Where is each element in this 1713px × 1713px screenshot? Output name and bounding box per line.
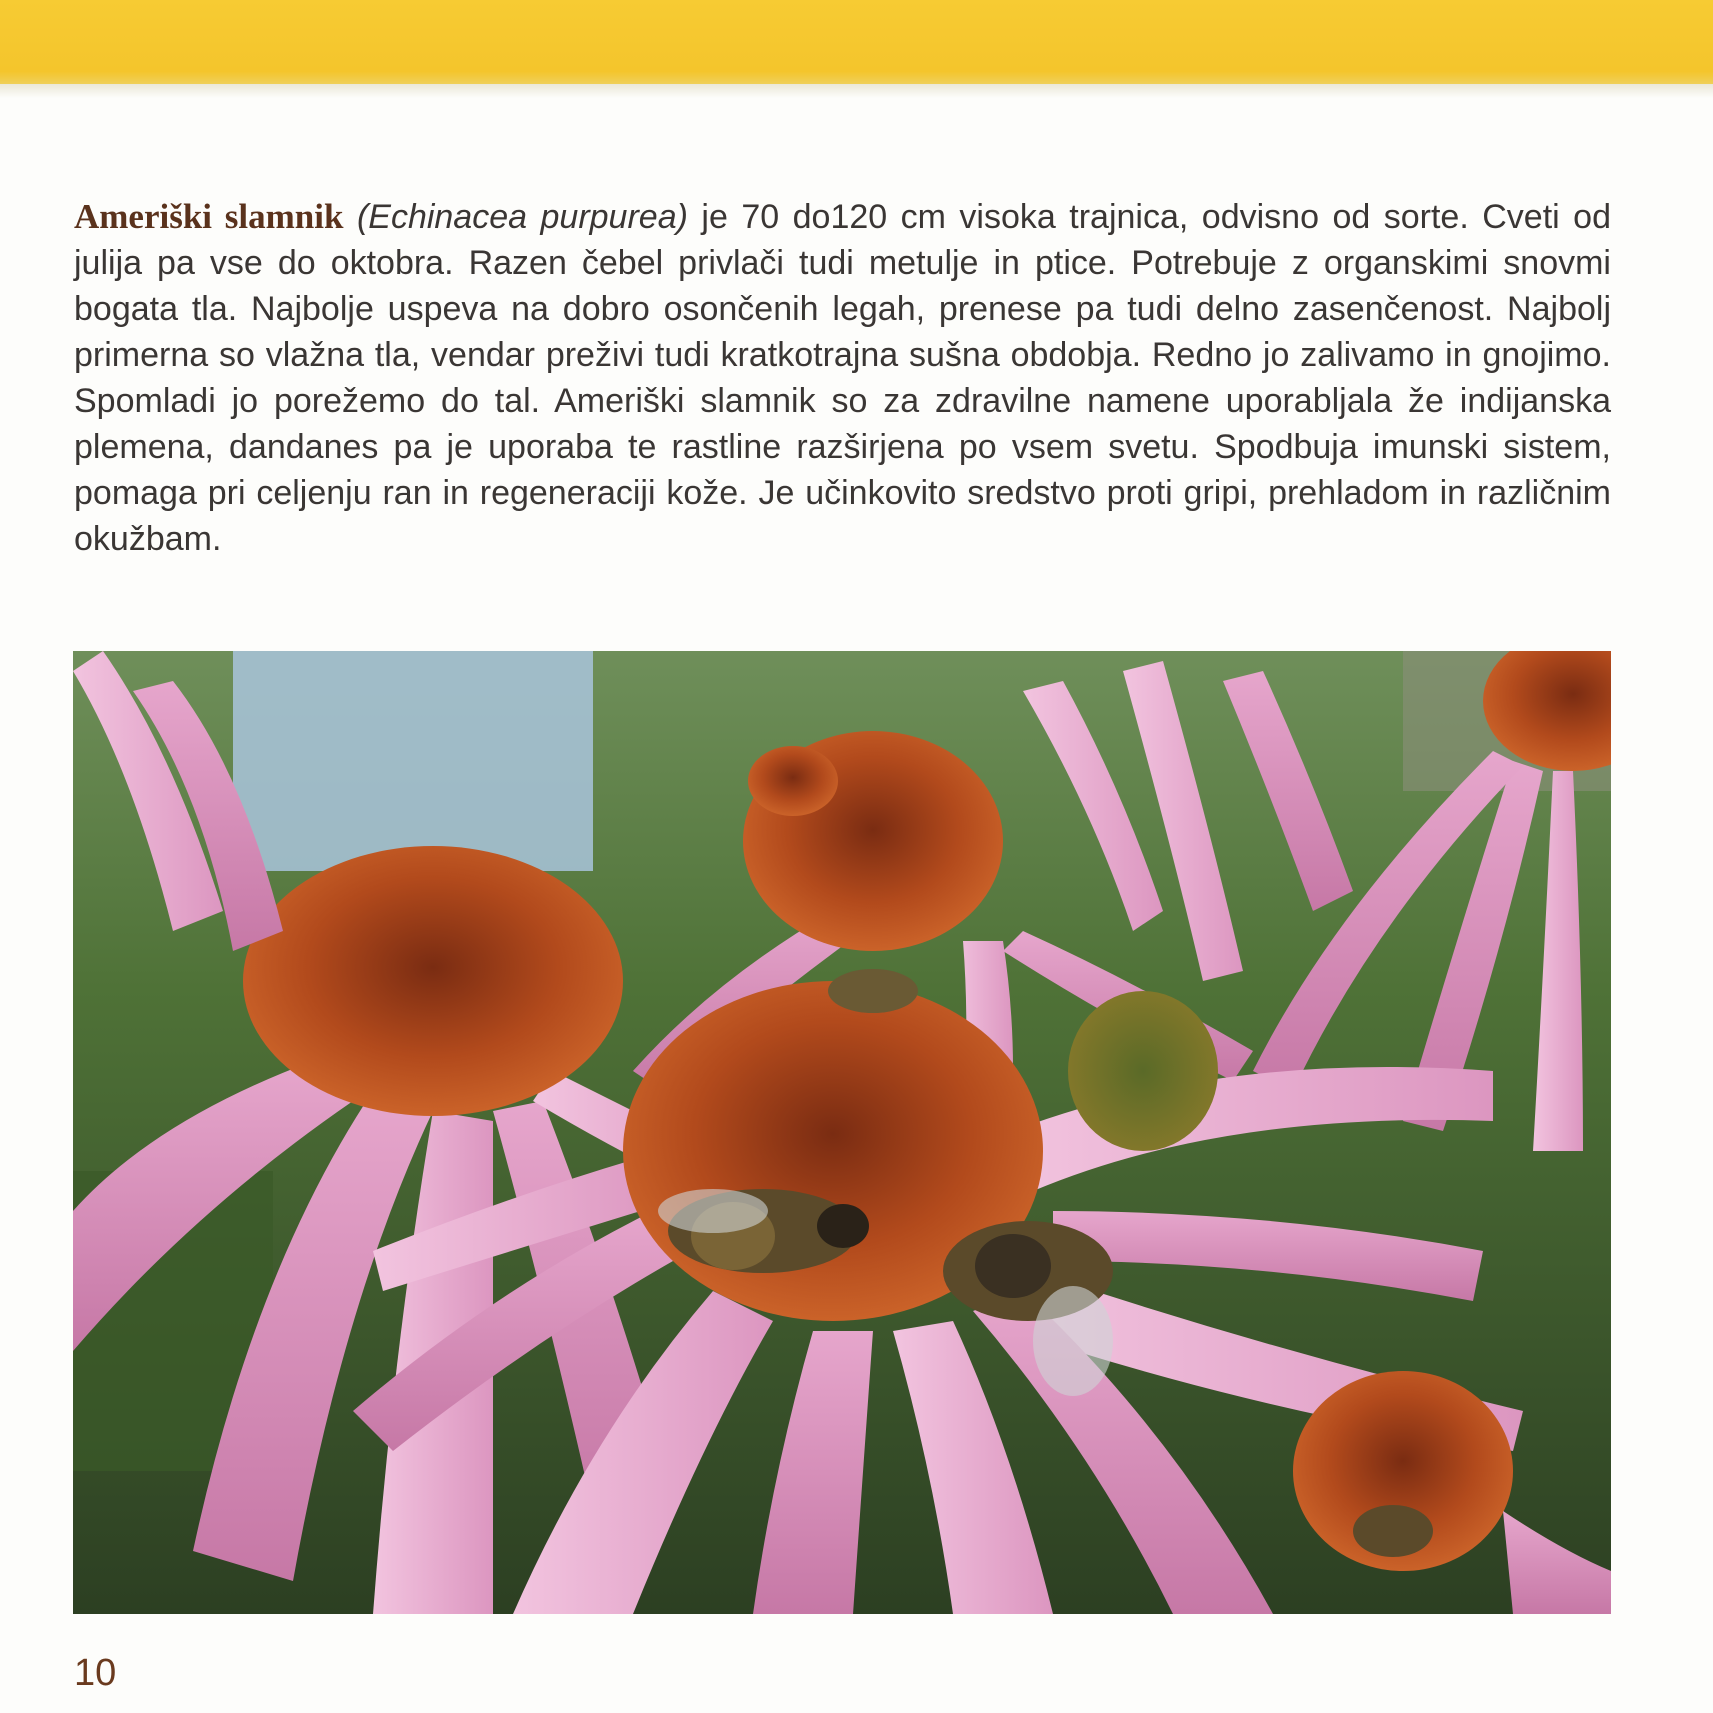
honeybee-bottom-right	[1353, 1505, 1433, 1557]
page-number: 10	[74, 1652, 117, 1694]
flower-green-cone	[1068, 991, 1218, 1151]
article-body-text: je 70 do120 cm visoka trajnica, odvisno od sorte. Cveti od julija pa vse do oktobra. Razen čebel privlači tudi metulje in ptice. Potrebuje z organskimi snovmi bogata tla. Najbolje uspeva na dobro osončenih legah, prenese pa tudi delno zasenčenost. Najbolj primerna so vlažna tla, vendar preživi tudi kratkotrajna sušna obdobja. Redno jo zalivamo in gnojimo. Spomladi jo porežemo do tal. Ameriški slamnik so za zdravilne namene uporabljala že indijanska plemena, dandanes pa je uporaba te rastline razširjena po vsem svetu. Spodbuja imunski sistem, pomaga pri celjenju ran in regeneraciji kože. Je učinkovito sredstvo proti gripi, prehladom in različnim okužbam.	[74, 198, 1611, 558]
flower-small-orange	[748, 746, 838, 816]
article-paragraph	[74, 194, 1611, 562]
header-band-shadow	[0, 84, 1713, 98]
photo-sky	[233, 651, 593, 871]
header-color-band	[0, 0, 1713, 84]
honeybee-top	[828, 969, 918, 1013]
plant-latin-name: (Echinacea purpurea)	[356, 198, 688, 236]
plant-common-name: Ameriški slamnik	[74, 197, 344, 236]
coneflower-photo	[73, 651, 1611, 1614]
